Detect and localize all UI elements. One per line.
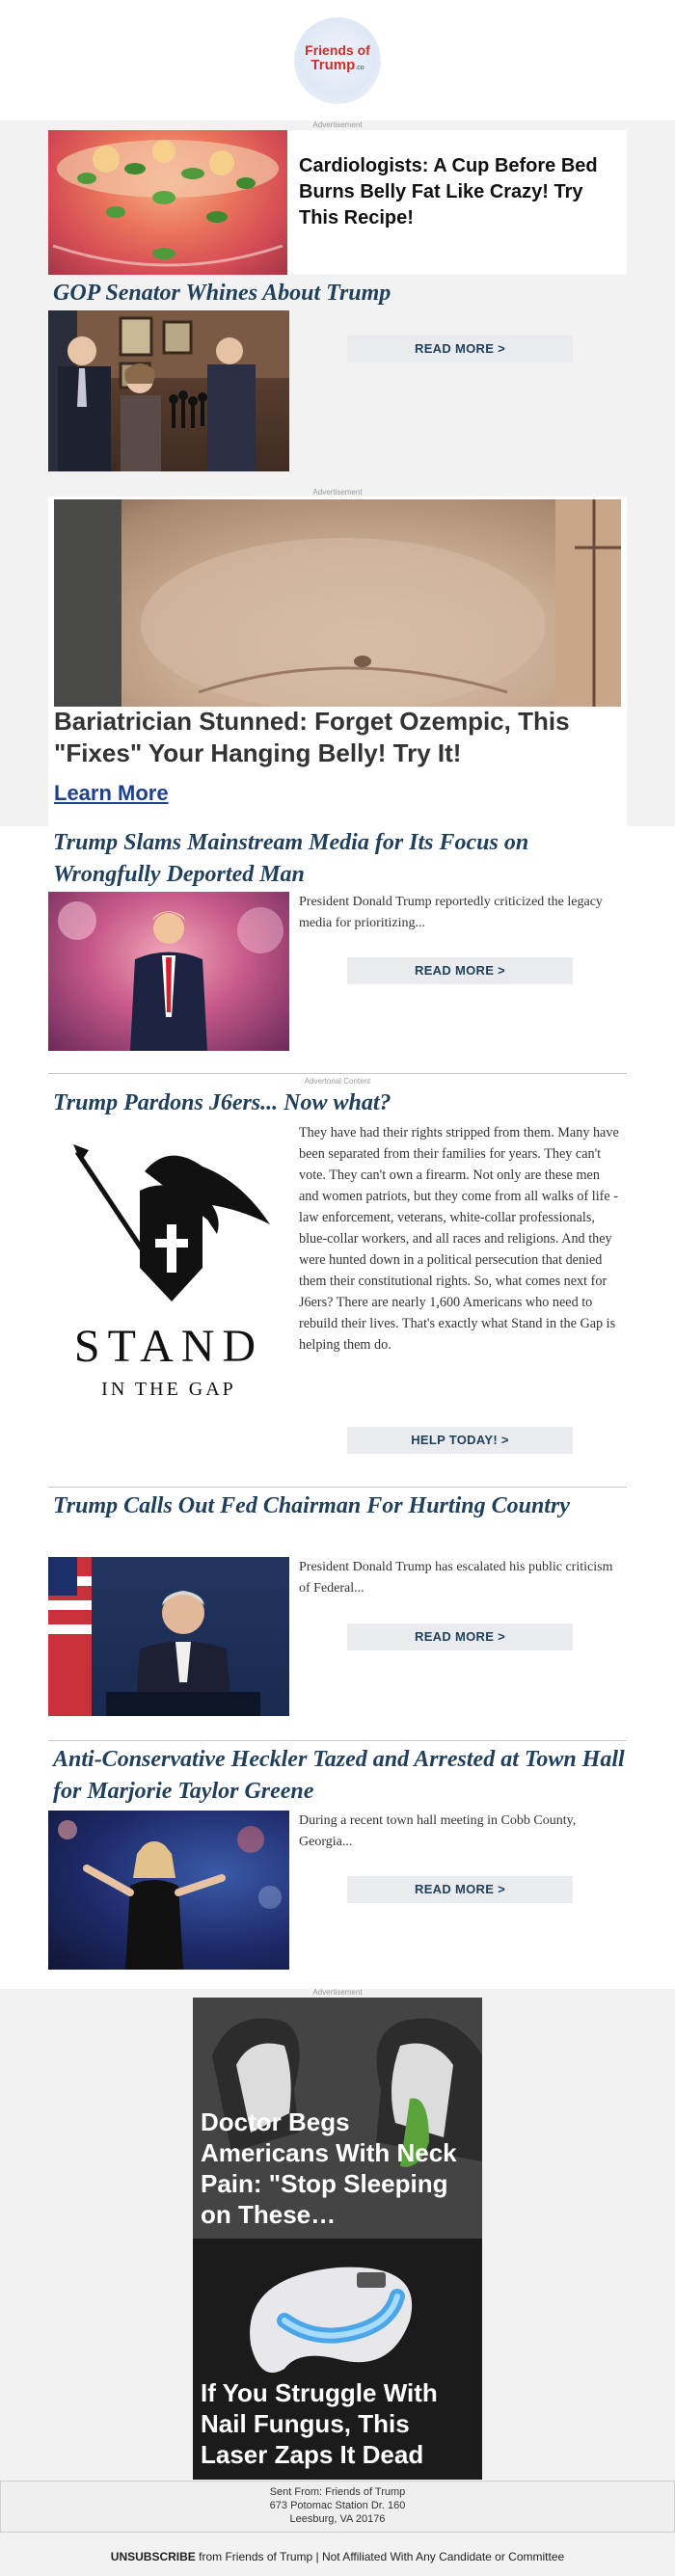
read-more-button[interactable]: READ MORE >: [347, 335, 573, 362]
help-today-button[interactable]: HELP TODAY! >: [347, 1427, 573, 1454]
ad-card-2[interactable]: [48, 496, 627, 826]
footer-unsubscribe-bar: [0, 2550, 675, 2563]
trump-podium-image[interactable]: [48, 892, 289, 1051]
logo-line1: Friends of: [305, 42, 370, 58]
promo-text: They have had their rights stripped from them. Many have been separated from their families for years. They can't vote. They can't own a firearm. Not only are these men and women patriots, but they come from all walks of life - law enforcement, veterans, white-collar professionals, blue-collar workers, and all races and religions. And they were hunted down in a political persecution that denied them their constitutional rights. So, what comes next for J6ers? There are nearly 1,600 Americans who need to rebuild their lives. That's exactly what Stand in the Gap is helping them do.: [299, 1125, 619, 1353]
footer-address-box: [0, 2481, 675, 2533]
ad-label: Advertisement: [312, 1988, 363, 1997]
brand-name: STAND: [73, 1321, 264, 1372]
ad-card-neck-pain[interactable]: [193, 1998, 482, 2239]
ad-headline[interactable]: Cardiologists: A Cup Before Bed Burns Belly Fat Like Crazy! Try This Recipe!: [299, 155, 598, 228]
promo-title[interactable]: Trump Pardons J6ers... Now what?: [53, 1090, 392, 1115]
logo[interactable]: [294, 17, 381, 104]
mtg-speaking-image[interactable]: [48, 1811, 289, 1970]
divider: [48, 1073, 627, 1074]
ad-card-1[interactable]: [48, 130, 627, 275]
story-excerpt: During a recent town hall meeting in Cobb County, Georgia...: [299, 1813, 577, 1849]
ad-card-text[interactable]: If You Struggle With Nail Fungus, This Laser Zaps It Dead: [201, 2378, 438, 2469]
brand-tagline: IN THE GAP: [101, 1379, 236, 1400]
divider: [48, 1740, 627, 1741]
story-title[interactable]: GOP Senator Whines About Trump: [53, 281, 392, 306]
learn-more-link[interactable]: Learn More: [54, 781, 169, 805]
belly-image[interactable]: [54, 499, 621, 707]
story-title[interactable]: Trump Calls Out Fed Chairman For Hurting Country: [53, 1493, 570, 1518]
read-more-button[interactable]: READ MORE >: [347, 957, 573, 984]
footer-address-line2: Leesburg, VA 20176: [289, 2513, 386, 2525]
logo-suffix: .co: [355, 65, 364, 71]
divider: [48, 1487, 627, 1488]
footer-address-line1: 673 Potomac Station Dr. 160: [269, 2500, 406, 2511]
fed-chairman-image[interactable]: [48, 1557, 289, 1716]
punch-bowl-image[interactable]: [48, 130, 287, 275]
read-more-button[interactable]: READ MORE >: [347, 1623, 573, 1650]
ad-label: Advertisement: [312, 121, 363, 129]
footer-sent-from: Sent From: Friends of Trump: [269, 2486, 406, 2498]
read-more-button[interactable]: READ MORE >: [347, 1876, 573, 1903]
footer-disclaimer: from Friends of Trump | Not Affiliated With Any Candidate or Committee: [195, 2550, 565, 2563]
ad-label: Advertisement: [312, 488, 363, 496]
logo-line2: Trump: [310, 57, 356, 73]
story-title[interactable]: Anti-Conservative Heckler Tazed and Arrested at Town Hall for Marjorie Taylor Greene: [53, 1747, 625, 1804]
ad-headline[interactable]: Bariatrician Stunned: Forget Ozempic, This "Fixes" Your Hanging Belly! Try It!: [54, 707, 570, 767]
story-excerpt: President Donald Trump reportedly criticized the legacy media for prioritizing...: [299, 895, 603, 930]
unsubscribe-link[interactable]: UNSUBSCRIBE: [110, 2550, 196, 2563]
story-excerpt: President Donald Trump has escalated his public criticism of Federal...: [299, 1560, 613, 1596]
advertorial-label: Advertorial Content: [304, 1077, 371, 1086]
ad-card-nail-fungus[interactable]: [193, 2239, 482, 2480]
story-title[interactable]: Trump Slams Mainstream Media for Its Focus on Wrongfully Deported Man: [53, 830, 529, 887]
senators-press-image[interactable]: [48, 310, 289, 471]
ad-card-text[interactable]: Doctor Begs Americans With Neck Pain: "Stop Sleeping on These…: [201, 2107, 457, 2229]
